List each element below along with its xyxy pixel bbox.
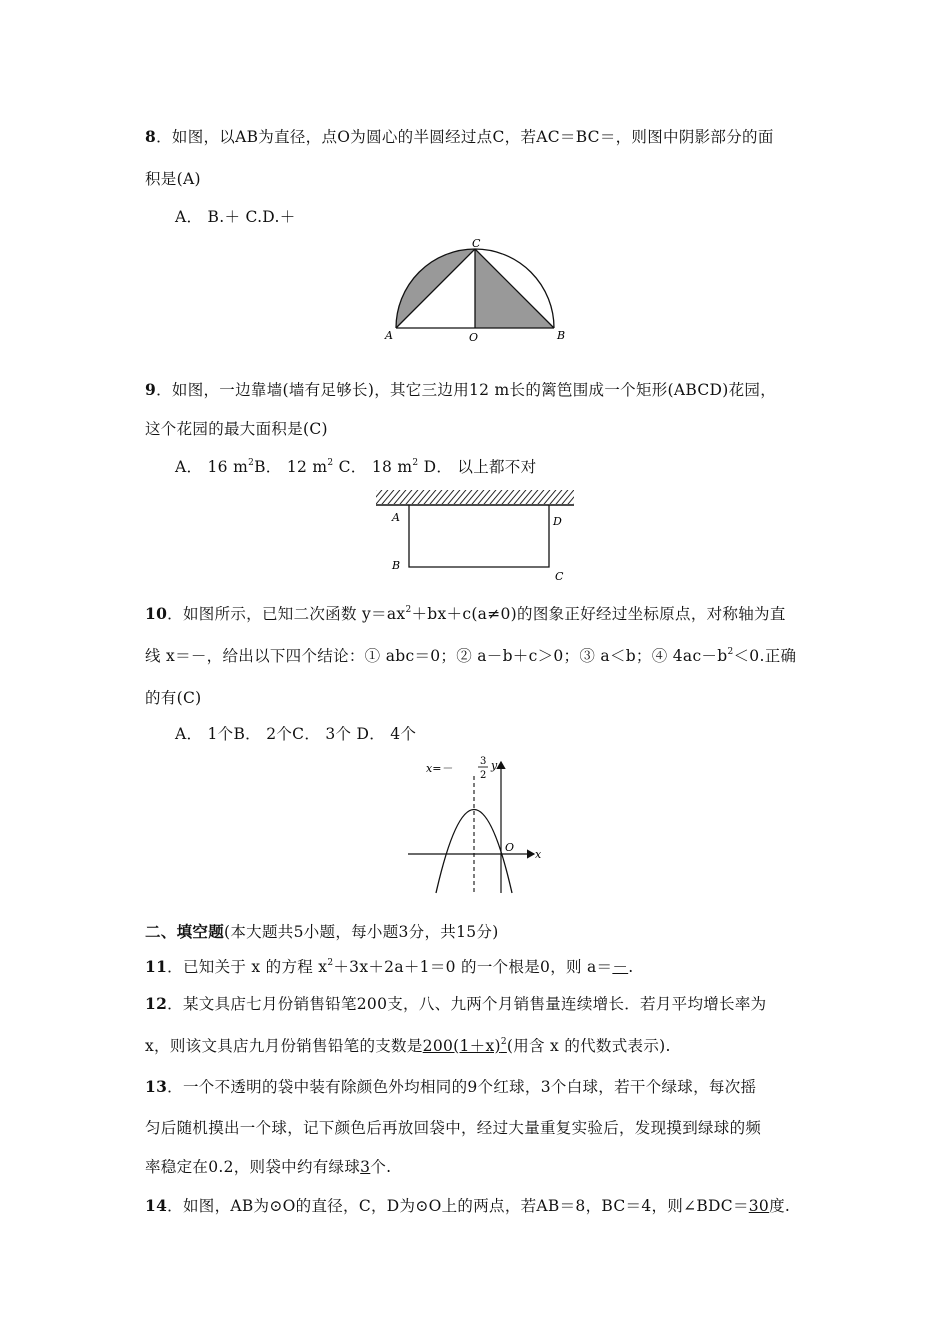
q13-line1: 13．一个不透明的袋中装有除颜色外均相同的9个红球，3个白球，若干个绿球，每次摇: [145, 1077, 757, 1096]
q12-answer: $200(1+x)^2$: [422, 1037, 507, 1055]
q13-line2: 匀后随机摸出一个球，记下颜色后再放回袋中，经过大量重复实验后，发现摸到绿球的频: [145, 1119, 762, 1137]
label-c: C: [555, 570, 564, 583]
q9-options: A． 16 $m^2B$． 12 $m^2$ C． 18 $m^2$ D． 以上都不对: [175, 458, 537, 476]
q8-line2: 积是(A): [145, 170, 201, 188]
q12-line2: x，则该文具店九月份销售铅笔的支数是$200(1+x)^2$(用含 x 的代数式表示).: [145, 1037, 671, 1055]
q9-number: 9: [145, 380, 157, 399]
fence-rectangle: [409, 505, 549, 567]
q8-number: 8: [145, 127, 157, 146]
q10-line1: 10．如图所示，已知二次函数 $y=ax^2+bx+c(a\ne 0)$的图象正好经过坐标原点，对称轴为直: [145, 604, 786, 623]
label-o: O: [505, 841, 515, 854]
label-o: O: [469, 331, 479, 344]
q13-answer: 3: [360, 1158, 371, 1176]
wall-rectangle-figure: [370, 482, 580, 582]
q14-number: 14: [145, 1196, 168, 1215]
q10-line2: 线 x＝－，给出以下四个结论：① abc＝0；② a－b＋c＞0；③ a＜b；④ $4ac-b^2<0$.正确: [145, 647, 797, 665]
frac-den: 2: [480, 770, 487, 781]
parabola-figure: [400, 755, 550, 895]
label-a: A: [385, 329, 393, 342]
q11-number: 11: [145, 957, 168, 976]
label-d: D: [553, 515, 562, 528]
wall-hatching: [376, 490, 574, 504]
frac-num: 3: [480, 756, 487, 767]
q10-line3: 的有(C): [145, 689, 202, 707]
q9-line2: 这个花园的最大面积是(C): [145, 420, 328, 438]
q13-number: 13: [145, 1077, 168, 1096]
q11-answer: －: [612, 958, 629, 976]
semicircle-figure: [380, 238, 580, 348]
q8-line1: 8．如图，以AB为直径，点O为圆心的半圆经过点C，若AC＝BC＝，则图中阴影部分的面: [145, 127, 774, 146]
label-a: A: [392, 511, 400, 524]
q12-number: 12: [145, 994, 168, 1013]
section-title: 二、填空题: [145, 922, 225, 941]
label-b: B: [392, 559, 401, 572]
q14-line: 14．如图，AB为⊙O的直径，C，D为⊙O上的两点，若AB＝8，BC＝4，则∠BDC＝30度.: [145, 1196, 791, 1215]
label-b: B: [557, 329, 566, 342]
section-heading: [145, 921, 499, 943]
q9-line1: 9．如图，一边靠墙(墙有足够长)，其它三边用12 m长的篱笆围成一个矩形(ABCD)花园，: [145, 380, 776, 399]
q8-options: A． B.＋ C.D.＋: [175, 208, 296, 226]
label-y: y: [491, 759, 498, 772]
symmetry-label: x=－: [426, 762, 453, 775]
label-c: C: [472, 237, 481, 250]
q14-answer: 30: [748, 1197, 770, 1215]
q10-number: 10: [145, 604, 168, 623]
q10-options: A． 1个B． 2个C． 3个 D． 4个: [175, 725, 417, 743]
q11-line: 11．已知关于 x 的方程 $x^2+3x+2a+1=0$ 的一个根是0，则 a＝－.: [145, 957, 634, 976]
q12-line1: 12．某文具店七月份销售铅笔200支，八、九两个月销售量连续增长．若月平均增长率为: [145, 994, 767, 1013]
section-desc: (本大题共5小题，每小题3分，共15分): [224, 923, 499, 941]
q13-line3: 率稳定在0.2，则袋中约有绿球3个.: [145, 1158, 392, 1176]
label-x: x: [535, 848, 542, 861]
